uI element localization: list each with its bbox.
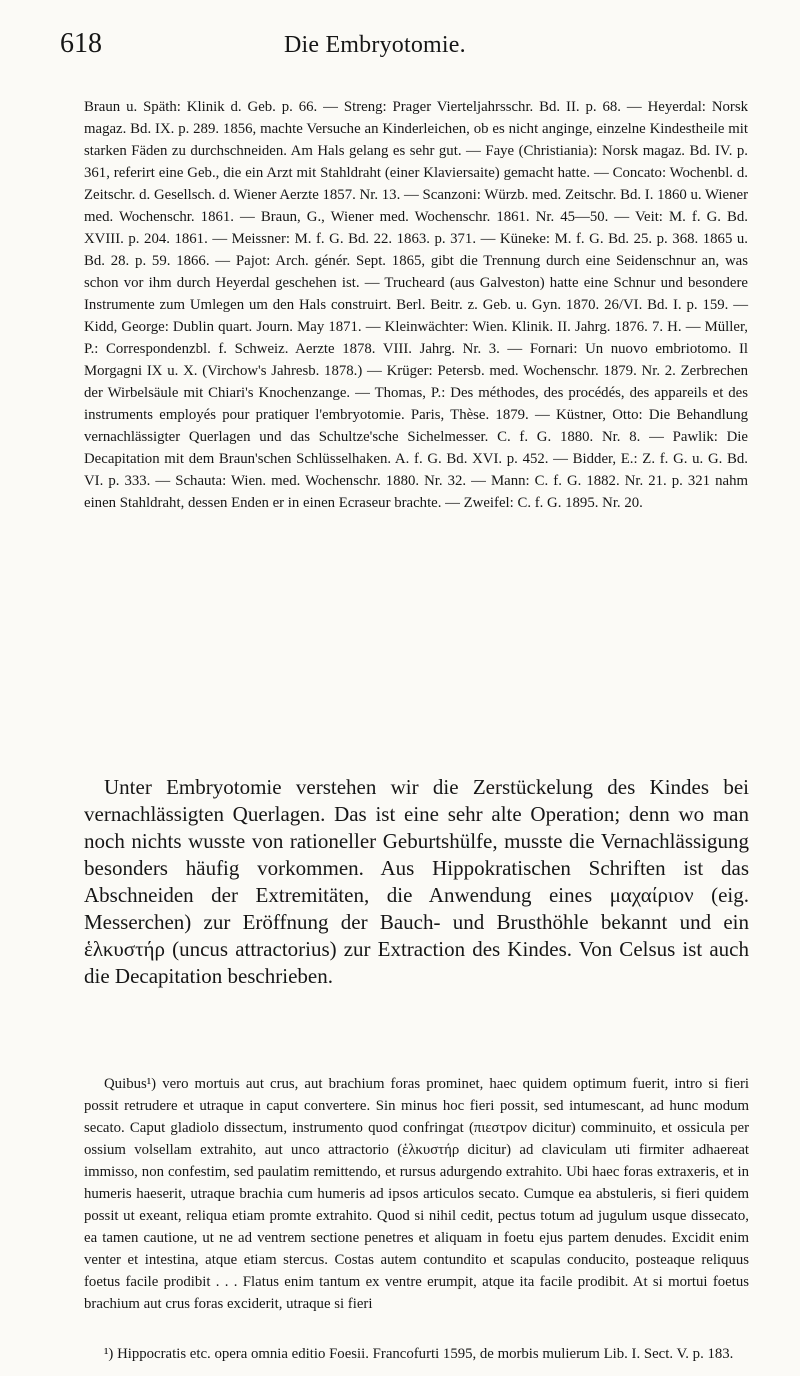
latin-quotation: Quibus¹) vero mortuis aut crus, aut brachium foras prominet, haec quidem optimum fuerit, intro si fieri possit retrudere et utraque in caput convertere. Sin minus hoc fieri possit, sed intumescant, ad hunc modum secato. Caput gladiolo dissectum, instrumento quod confringat (πιεστρον dicitur) comminuito, et ossicula per ossium volsellam extrahito, aut unco attractorio (ἑλκυστήρ dicitur) ad claviculam uti firmiter adhaereat immisso, non confestim, sed paulatim remittendo, et rursus adurgendo extrahito. Ubi haec foras extraxeris, et in humeris haeserit, utraque brachia cum humeris ad ipsos articulos secato. Cumque ea abstuleris, si fieri quidem possit ut exeant, reliqua etiam promte extrahito. Quod si nihil cedit, pectus totum ad jugulum usque dissecato, ea tamen cautione, ut ne ad ventrem sectione penetres et aliquam in foetu ejus partem denudes. Excidit enim venter et intestina, atque etiam stercus. Costas autem contundito et scapulas conducito, posteaque reliquus foetus facile prodibit . . . Flatus enim tantum ex ventre erumpit, atque ita facile prodibit. At si mortui foetus brachium aut crus foras exciderit, utraque si fieri xyxy=(84,1076,749,1312)
main-paragraph: Unter Embryotomie verstehen wir die Zerstückelung des Kindes bei vernachlässigten Querlagen. Das ist eine sehr alte Operation; denn wo man noch nichts wusste von rationeller Geburtshülfe, musste die Vernachlässigung besonders häufig vorkommen. Aus Hippokratischen Schriften ist das Abschneiden der Extremitäten, die Anwendung eines μαχαίριον (eig. Messerchen) zur Eröffnung der Bauch- und Brusthöhle bekannt und ein ἑλκυστήρ (uncus attractorius) zur Extraction des Kindes. Von Celsus ist auch die Decapitation beschrieben. xyxy=(84,775,749,988)
footnote: ¹) Hippocratis etc. opera omnia editio Foesii. Francofurti 1595, de morbis mulierum Lib. I. Sect. V. p. 183. xyxy=(104,1346,734,1362)
page-number: 618 xyxy=(60,28,102,59)
running-title: Die Embryotomie. xyxy=(284,32,466,58)
page-header xyxy=(60,26,750,64)
bibliography-paragraph: Braun u. Späth: Klinik d. Geb. p. 66. — Streng: Prager Vierteljahrsschr. Bd. II. p. 68. — Heyerdal: Norsk magaz. Bd. IX. p. 289. 1856, machte Versuche an Kinderleichen, ob es nicht anginge, einzelne Kindestheile mit starken Fäden zu durchschneiden. Am Hals gelang es sehr gut. — Faye (Christiania): Norsk magaz. Bd. IV. p. 361, referirt eine Geb., die ein Arzt mit Stahldraht (einer Klaviersaite) gemacht hatte. — Concato: Wochenbl. d. Zeitschr. d. Gesellsch. d. Wiener Aerzte 1857. Nr. 13. — Scanzoni: Würzb. med. Zeitschr. Bd. I. 1860 u. Wiener med. Wochenschr. 1861. — Braun, G., Wiener med. Wochenschr. 1861. Nr. 45—50. — Veit: M. f. G. Bd. XVIII. p. 204. 1861. — Meissner: M. f. G. Bd. 22. 1863. p. 371. — Küneke: M. f. G. Bd. 25. p. 368. 1865 u. Bd. 28. p. 59. 1866. — Pajot: Arch. génér. Sept. 1865, gibt die Trennung durch eine Seidenschnur an, was schon vor ihm durch Heyerdal geschehen ist. — Trucheard (aus Galveston) hatte eine Schnur und besondere Instrumente zum Umlegen um den Hals construirt. Berl. Beitr. z. Geb. u. Gyn. 1870. 26/VI. Bd. I. p. 159. — Kidd, George: Dublin quart. Journ. May 1871. — Kleinwächter: Wien. Klinik. II. Jahrg. 1876. 7. H. — Müller, P.: Correspondenzbl. f. Schweiz. Aerzte 1878. VIII. Jahrg. Nr. 3. — Fornari: Un nuovo embriotomo. Il Morgagni IX u. X. (Virchow's Jahresb. 1878.) — Krüger: Petersb. med. Wochenschr. 1879. Nr. 2. Zerbrechen der Wirbelsäule mit Chiari's Knochenzange. — Thomas, P.: Des méthodes, des procédés, des appareils et des instruments employés pour pratiquer l'embryotomie. Paris, Thèse. 1879. — Küstner, Otto: Die Behandlung vernachlässigter Querlagen und das Schultze'sche Sichelmesser. C. f. G. 1880. Nr. 8. — Pawlik: Die Decapitation mit dem Braun'schen Schlüsselhaken. A. f. G. Bd. XVI. p. 452. — Bidder, E.: Z. f. G. u. G. Bd. VI. p. 333. — Schauta: Wien. med. Wochenschr. 1880. Nr. 32. — Mann: C. f. G. 1882. Nr. 21. p. 321 nahm einen Stahldraht, dessen Enden er in einen Ecraseur brachte. — Zweifel: C. f. G. 1895. Nr. 20. xyxy=(84,99,748,511)
